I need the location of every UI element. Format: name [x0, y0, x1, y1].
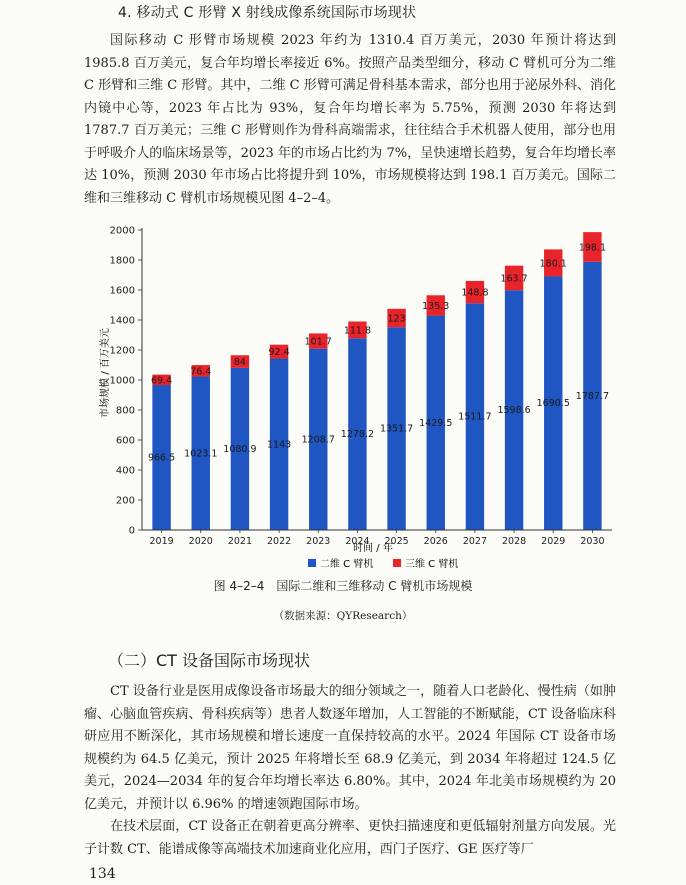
y-tick-label: 1400 [109, 315, 135, 327]
chart-ylabel: 市场规模 / 百万美元 [100, 328, 111, 418]
y-tick-label: 1000 [109, 375, 135, 387]
label-2d-2023: 1208.7 [301, 434, 335, 446]
y-tick-label: 200 [115, 495, 135, 507]
y-tick-label: 1800 [109, 255, 135, 267]
label-2d-2020: 1023.1 [184, 448, 218, 460]
paragraph-ct-market: CT 设备行业是医用成像设备市场最大的细分领域之一，随着人口老龄化、慢性病（如肿瘤、心脑血管疾病、骨科疾病等）患者人数逐年增加，人工智能的不断赋能，CT 设备临床科研应用不断深化，其市场规模和增长速度一直保持较高的水平。2024 年国际 CT 设备市场规模约为 64.5 亿美元，预计 2025 年将增长至 68.9 亿美元，到 2034 年将超过 124.5 亿美元，2024—2034 年的复合年均增长率达 6.80%。其中，2024 年北美市场规模约为 20 亿美元，并预计以 6.96% 的增速领跑国际市场。 [84, 684, 616, 812]
label-3d-2025: 123 [387, 313, 406, 325]
y-tick-label: 1200 [109, 345, 135, 357]
label-2d-2030: 1787.7 [575, 390, 610, 402]
stacked-bar-chart [90, 218, 630, 574]
label-2d-2021: 1080.9 [223, 443, 257, 455]
label-3d-2023: 101.7 [304, 336, 332, 348]
label-2d-2025: 1351.7 [379, 423, 414, 435]
chart-xlabel: 时间 / 年 [353, 543, 393, 554]
x-tick-2021: 2021 [227, 536, 253, 547]
label-2d-2022: 1143 [266, 439, 292, 451]
label-2d-2029: 1690.5 [536, 398, 570, 410]
paragraph-c-arm-market: 国际移动 C 形臂市场规模 2023 年约为 1310.4 百万美元，2030 年预计将达到 1985.8 百万美元，复合年均增长率接近 6%。按照产品类型细分，移动 C 臂机可分为二维 C 形臂和三维 C 形臂。其中，二维 C 形臂可满足骨科基本需求，部分也用于泌尿外科、消化内镜中心等，2023 年占比为 93%，复合年均增长率为 5.75%，预测 2030 年将达到 1787.7 百万美元；三维 C 形臂则作为骨科高端需求，往往结合手术机器人使用，部分也用于呼吸介人的临床场景等，2023 年的市场占比约为 7%，呈快速增长趋势，复合年均增长率达 10%，预测 2030 年市场占比将提升到 10%，市场规模将达到 198.1 百万美元。国际二维和三维移动 C 臂机市场规模见图 4–2–4。 [84, 33, 616, 206]
y-tick-label: 600 [115, 435, 135, 447]
legend-label-3d: 三维 C 臂机 [405, 559, 459, 570]
label-3d-2020: 76.4 [190, 366, 212, 378]
label-2d-2027: 1511.7 [458, 411, 492, 423]
x-tick-2022: 2022 [266, 536, 292, 547]
legend-swatch-2d [308, 559, 316, 567]
y-tick-label: 0 [128, 525, 135, 537]
subsection-heading: （二）CT 设备国际市场现状 [108, 651, 311, 670]
section-heading: 4. 移动式 C 形臂 X 射线成像系统国际市场现状 [118, 5, 417, 21]
x-tick-2027: 2027 [462, 536, 488, 547]
label-3d-2029: 180.1 [539, 258, 567, 270]
y-tick-label: 800 [115, 405, 135, 417]
y-tick-label: 2000 [109, 225, 135, 237]
figure-source: （数据来源：QYResearch） [273, 610, 413, 622]
page-number: 134 [89, 866, 116, 882]
label-3d-2019: 69.4 [151, 375, 173, 387]
label-2d-2028: 1598.6 [497, 405, 531, 417]
x-tick-2019: 2019 [149, 536, 174, 547]
label-3d-2027: 148.8 [461, 287, 489, 299]
legend-label-2d: 二维 C 臂机 [320, 559, 374, 570]
legend-swatch-3d [393, 559, 401, 567]
x-tick-2020: 2020 [188, 536, 213, 547]
label-2d-2024: 1278.2 [340, 429, 375, 441]
x-tick-2029: 2029 [541, 536, 566, 547]
y-tick-label: 400 [115, 465, 135, 477]
paragraph-ct-technology: 在技术层面，CT 设备正在朝着更高分辨率、更快扫描速度和更低辐射剂量方向发展。光子计数 CT、能谱成像等高端技术加速商业化应用，西门子医疗、GE 医疗等厂 [84, 819, 616, 857]
label-2d-2019: 966.5 [147, 452, 176, 464]
x-tick-2026: 2026 [423, 536, 448, 547]
x-tick-2028: 2028 [501, 536, 527, 547]
x-tick-2030: 2030 [580, 536, 605, 547]
chart-legend [308, 557, 458, 570]
label-3d-2022: 92.4 [268, 347, 290, 359]
label-2d-2026: 1429.5 [419, 417, 453, 429]
label-3d-2026: 135.3 [422, 300, 450, 312]
y-tick-label: 1600 [109, 285, 135, 297]
x-tick-2024: 2024 [345, 536, 370, 547]
x-tick-2023: 2023 [306, 536, 331, 547]
x-tick-2025: 2025 [384, 536, 409, 547]
label-3d-2030: 198.1 [578, 242, 607, 254]
label-3d-2024: 111.8 [343, 325, 372, 337]
label-3d-2028: 163.7 [500, 273, 528, 285]
figure-caption: 图 4–2–4 国际二维和三维移动 C 臂机市场规模 [213, 579, 473, 593]
label-3d-2021: 84 [233, 357, 246, 369]
